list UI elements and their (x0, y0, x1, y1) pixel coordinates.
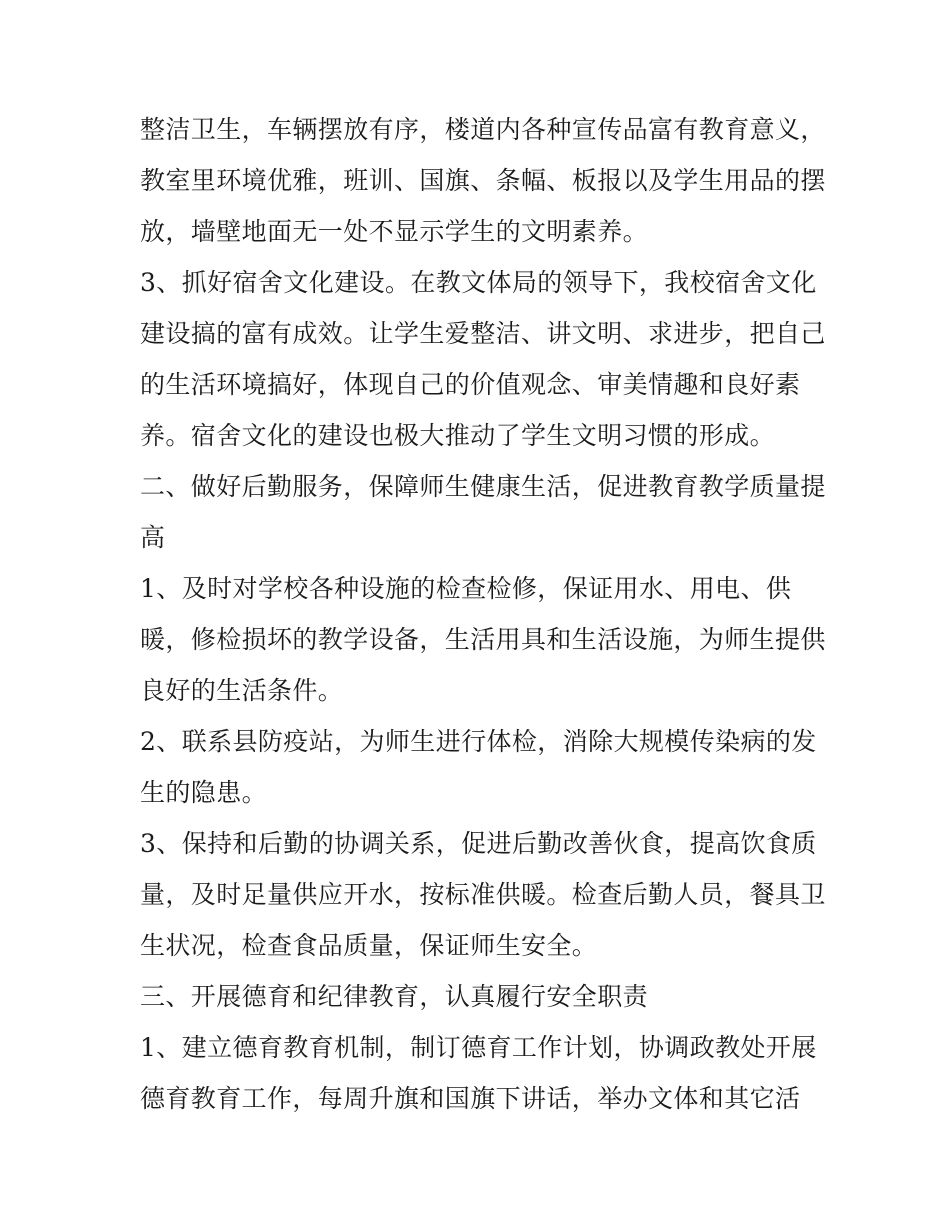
text-line: 整洁卫生，车辆摆放有序，楼道内各种宣传品富有教育意义， (140, 115, 826, 144)
text-line: 暖，修检损坏的教学设备，生活用具和生活设施，为师生提供 (140, 625, 826, 654)
section-heading-line: 高 (140, 523, 166, 552)
text-line: 良好的生活条件。 (140, 676, 344, 705)
text-line: 建设搞的富有成效。让学生爱整洁、讲文明、求进步，把自己 (140, 319, 826, 348)
text-line: 养。宿舍文化的建设也极大推动了学生文明习惯的形成。 (140, 421, 776, 450)
section-heading-line: 三、开展德育和纪律教育，认真履行安全职责 (140, 982, 649, 1011)
text-line: 生状况，检查食品质量，保证师生安全。 (140, 931, 598, 960)
text-line: 1、建立德育教育机制，制订德育工作计划，协调政教处开展 (140, 1033, 817, 1062)
text-line: 生的隐患。 (140, 778, 268, 807)
document-body (140, 104, 826, 1124)
text-line: 2、联系县防疫站，为师生进行体检，消除大规模传染病的发 (140, 727, 817, 756)
text-line: 1、及时对学校各种设施的检查检修，保证用水、用电、供 (140, 574, 792, 603)
section-heading-line: 二、做好后勤服务，保障师生健康生活，促进教育教学质量提 (140, 472, 826, 501)
text-line: 德育教育工作，每周升旗和国旗下讲话，举办文体和其它活 (140, 1084, 801, 1113)
text-line: 放，墙壁地面无一处不显示学生的文明素养。 (140, 217, 649, 246)
text-line: 3、抓好宿舍文化建设。在教文体局的领导下，我校宿舍文化 (140, 268, 817, 297)
text-line: 的生活环境搞好，体现自己的价值观念、审美情趣和良好素 (140, 370, 801, 399)
text-line: 3、保持和后勤的协调关系，促进后勤改善伙食，提高饮食质 (140, 829, 817, 858)
text-line: 量，及时足量供应开水，按标准供暖。检查后勤人员，餐具卫 (140, 880, 826, 909)
text-line: 教室里环境优雅，班训、国旗、条幅、板报以及学生用品的摆 (140, 166, 826, 195)
